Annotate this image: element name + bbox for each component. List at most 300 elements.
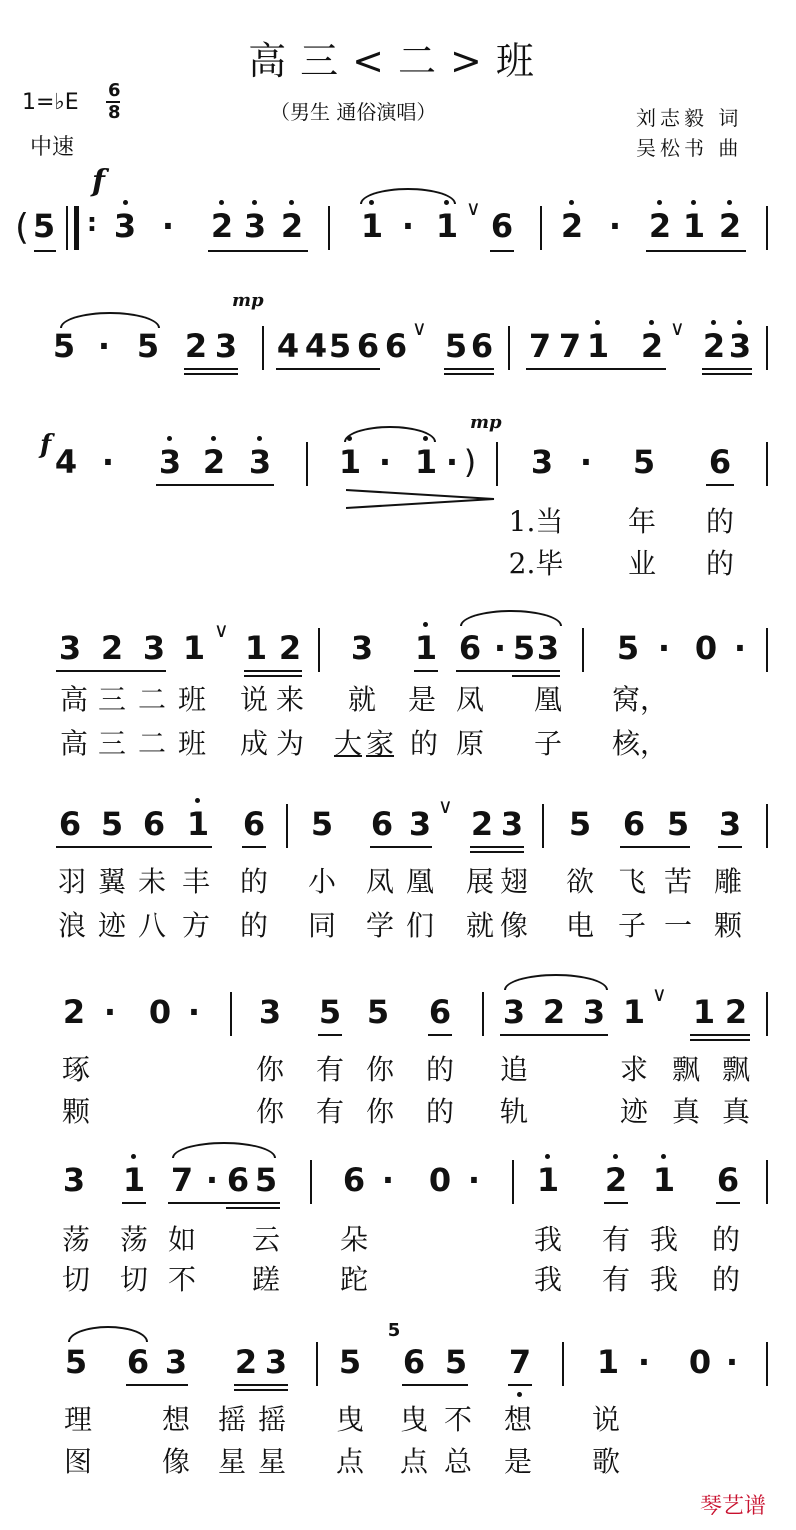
note: 6 (142, 805, 166, 843)
octave-dot (657, 200, 662, 205)
barline (766, 992, 768, 1036)
lyric-syllable: 高 (59, 683, 89, 716)
note: 6 (342, 1161, 366, 1199)
repeat-colon: : (86, 208, 98, 238)
note: 3 (530, 443, 554, 481)
note: 2 (278, 629, 302, 667)
note: 1 (186, 805, 210, 843)
note: 3 (142, 629, 166, 667)
lyric-syllable: 就 (465, 909, 495, 942)
dynamic-forte: f (40, 430, 52, 460)
watermark-logo: 琴艺谱 (699, 1494, 766, 1519)
lyric-syllable: 你 (365, 1053, 395, 1086)
barline (582, 628, 584, 672)
note: 6 (370, 805, 394, 843)
note: 5 (254, 1161, 278, 1199)
octave-dot (545, 1154, 550, 1159)
lyric-syllable: 业 (627, 547, 657, 580)
underline (428, 1034, 452, 1036)
note-dot: · (637, 1343, 651, 1381)
note-dot: · (381, 1161, 395, 1199)
lyric-syllable: 朵 (339, 1223, 369, 1256)
note: 3 (62, 1161, 86, 1199)
note: 5 (310, 805, 334, 843)
note-dot: · (733, 629, 747, 667)
underline (208, 250, 308, 252)
key-signature: 1=♭E (22, 90, 79, 115)
lyric-syllable: 点 (335, 1445, 365, 1478)
note: 4 (304, 327, 328, 365)
note-dot: · (161, 207, 175, 245)
octave-dot (131, 1154, 136, 1159)
note: 7 (528, 327, 552, 365)
note: 2 (280, 207, 304, 245)
lyric-syllable: 凤 (455, 683, 485, 716)
note: 3 (350, 629, 374, 667)
note-dot: · (657, 629, 671, 667)
lyric-syllable: 迹 (619, 1095, 649, 1128)
lyric-syllable: 班 (177, 727, 207, 760)
underline (456, 670, 560, 672)
barline (542, 804, 544, 848)
note: 2 (470, 805, 494, 843)
note-dot: · (467, 1161, 481, 1199)
underline (276, 368, 380, 370)
lyric-syllable: 飘 (671, 1053, 701, 1086)
note: 3 (502, 993, 526, 1031)
note: 2 (560, 207, 584, 245)
note: 0 (428, 1161, 452, 1199)
underline (646, 250, 746, 252)
dynamic-forte: f (92, 164, 105, 199)
lyric-syllable: 想 (503, 1403, 533, 1436)
lyric-syllable: 家 (365, 727, 395, 760)
tempo-marking: 中速 (30, 135, 75, 160)
octave-dot (369, 200, 374, 205)
lyric-syllable: 想 (161, 1403, 191, 1436)
underline (56, 846, 212, 848)
barline (286, 804, 288, 848)
lyric-syllable: 是 (407, 683, 437, 716)
octave-dot (123, 200, 128, 205)
lyric-syllable: 就 (347, 683, 377, 716)
lyric-syllable: 是 (503, 1445, 533, 1478)
note: 3 (214, 327, 238, 365)
lyric-syllable: 曳 (399, 1403, 429, 1436)
lyric-syllable: 一 (663, 909, 693, 942)
breath-mark: ∨ (670, 316, 685, 340)
underline (122, 1202, 146, 1204)
note: 5 (64, 1343, 88, 1381)
lyric-syllable: 像 (161, 1445, 191, 1478)
lyric-syllable: 凰 (533, 683, 563, 716)
note: 3 (113, 207, 137, 245)
note: 2 (724, 993, 748, 1031)
lyric-syllable: 翅 (499, 865, 529, 898)
note: 6 (58, 805, 82, 843)
paren-close: ) (463, 443, 477, 481)
octave-dot (444, 200, 449, 205)
note: 3 (408, 805, 432, 843)
note: 5 (338, 1343, 362, 1381)
octave-dot (711, 320, 716, 325)
time-signature-bottom: 8 (108, 102, 121, 123)
lyric-syllable: 飞 (617, 865, 647, 898)
underline (126, 1384, 188, 1386)
underline (620, 846, 690, 848)
octave-dot (195, 798, 200, 803)
octave-dot (219, 200, 224, 205)
note-dot: · (187, 993, 201, 1031)
barline (766, 326, 768, 370)
lyric-syllable: 切 (119, 1263, 149, 1296)
breath-mark: ∨ (652, 982, 667, 1006)
lyric-syllable: 迹 (97, 909, 127, 942)
lyric-syllable: 真 (671, 1095, 701, 1128)
lyric-syllable: 你 (255, 1095, 285, 1128)
barline (766, 206, 768, 250)
lyric-syllable: 点 (399, 1445, 429, 1478)
performance-note: （男生 通俗演唱） (270, 100, 437, 124)
note: 2 (702, 327, 726, 365)
lyric-syllable: 切 (61, 1263, 91, 1296)
note: 2 (100, 629, 124, 667)
underline (234, 1389, 288, 1391)
note: 1 (414, 629, 438, 667)
octave-dot (211, 436, 216, 441)
lyric-syllable: 我 (649, 1223, 679, 1256)
note: 1 (596, 1343, 620, 1381)
barline (766, 1342, 768, 1386)
breath-mark: ∨ (438, 794, 453, 818)
lyric-syllable: 我 (533, 1223, 563, 1256)
lyric-syllable: 凰 (405, 865, 435, 898)
note-dot: · (725, 1343, 739, 1381)
note-dot: · (205, 1161, 219, 1199)
note: 6 (428, 993, 452, 1031)
octave-dot (613, 1154, 618, 1159)
lyric-syllable: 们 (405, 909, 435, 942)
note: 3 (258, 993, 282, 1031)
note: 1 (652, 1161, 676, 1199)
lyric-syllable: 的 (239, 909, 269, 942)
note: 2 (202, 443, 226, 481)
lyric-syllable: 同 (307, 909, 337, 942)
note: 5 (568, 805, 592, 843)
barline (562, 1342, 564, 1386)
lyric-syllable: 有 (315, 1053, 345, 1086)
underline (444, 373, 494, 375)
note: 5 (366, 993, 390, 1031)
note: 5 (100, 805, 124, 843)
note: 6 (470, 327, 494, 365)
lyric-syllable: 你 (365, 1095, 395, 1128)
note: 0 (694, 629, 718, 667)
note: 1 (182, 629, 206, 667)
note: 3 (243, 207, 267, 245)
lyric-syllable: 苦 (663, 865, 693, 898)
lyric-syllable: 核， (611, 727, 669, 760)
note-dot: · (401, 207, 415, 245)
lyric-syllable: 凤 (365, 865, 395, 898)
lyric-syllable: 不 (443, 1403, 473, 1436)
underline (226, 1207, 280, 1209)
lyric-syllable: 的 (425, 1095, 455, 1128)
lyric-syllable: 星 (217, 1445, 247, 1478)
barline (262, 326, 264, 370)
octave-dot (661, 1154, 666, 1159)
underline (244, 675, 302, 677)
underline (414, 670, 438, 672)
note: 1 (586, 327, 610, 365)
note: 2 (184, 327, 208, 365)
note: 3 (728, 327, 752, 365)
note: 6 (716, 1161, 740, 1199)
octave-dot (289, 200, 294, 205)
octave-dot (691, 200, 696, 205)
barline (540, 206, 542, 250)
note: 2 (234, 1343, 258, 1381)
lyric-syllable: 我 (533, 1263, 563, 1296)
lyric-syllable: 的 (705, 547, 735, 580)
note: 6 (242, 805, 266, 843)
composer-credit: 吴松书 曲 (636, 136, 743, 160)
note: 1 (435, 207, 459, 245)
note: 1 (244, 629, 268, 667)
barline (482, 992, 484, 1036)
lyric-syllable: 方 (181, 909, 211, 942)
note: 3 (718, 805, 742, 843)
note: 1 (682, 207, 706, 245)
lyric-syllable: 星 (257, 1445, 287, 1478)
lyric-syllable: 子 (533, 727, 563, 760)
lyric-syllable: 为 (275, 727, 305, 760)
repeat-bar (74, 206, 79, 250)
underline (184, 373, 238, 375)
octave-dot (649, 320, 654, 325)
note-dot: · (101, 443, 115, 481)
underline (508, 1384, 532, 1386)
underline (184, 368, 238, 370)
lyric-syllable: 摇 (257, 1403, 287, 1436)
lyric-syllable: 有 (601, 1223, 631, 1256)
note: 6 (708, 443, 732, 481)
barline (66, 206, 68, 250)
lyric-syllable: 歌 (591, 1445, 621, 1478)
lyric-syllable: 总 (443, 1445, 473, 1478)
lyric-syllable: 的 (711, 1263, 741, 1296)
tie (172, 1142, 276, 1158)
note: 3 (58, 629, 82, 667)
tie (68, 1326, 148, 1342)
lyric-syllable: 云 (251, 1223, 281, 1256)
note: 2 (62, 993, 86, 1031)
underline (56, 670, 166, 672)
lyric-syllable: 颗 (61, 1095, 91, 1128)
note-dot: · (608, 207, 622, 245)
octave-dot (737, 320, 742, 325)
lyric-syllable: 说 (591, 1403, 621, 1436)
underline (470, 851, 524, 853)
octave-dot (595, 320, 600, 325)
lyric-syllable: 成 (239, 727, 269, 760)
note: 1 (692, 993, 716, 1031)
underline (718, 846, 742, 848)
octave-dot (569, 200, 574, 205)
lyric-syllable: 的 (425, 1053, 455, 1086)
lyric-syllable: 你 (255, 1053, 285, 1086)
lyric-syllable: 的 (239, 865, 269, 898)
barline (306, 442, 308, 486)
tie (60, 312, 160, 328)
lyric-syllable: 的 (409, 727, 439, 760)
lyric-syllable: 电 (565, 909, 595, 942)
lyric-syllable: 真 (721, 1095, 751, 1128)
octave-dot (347, 436, 352, 441)
tie (344, 426, 436, 442)
octave-dot (727, 200, 732, 205)
underline (156, 484, 274, 486)
note: 3 (164, 1343, 188, 1381)
lyric-syllable: 有 (601, 1263, 631, 1296)
barline (316, 1342, 318, 1386)
lyric-syllable: 小 (307, 865, 337, 898)
lyric-syllable: 雕 (713, 865, 743, 898)
octave-dot-low (517, 1392, 522, 1397)
lyric-syllable: 二 (137, 683, 167, 716)
note: 6 (126, 1343, 150, 1381)
lyric-syllable: 1.当 (508, 505, 564, 538)
note: 5 (52, 327, 76, 365)
note: 3 (536, 629, 560, 667)
lyric-syllable: 图 (63, 1445, 93, 1478)
lyric-syllable: 原 (455, 727, 485, 760)
note: 3 (500, 805, 524, 843)
lyric-syllable: 不 (167, 1263, 197, 1296)
note: 6 (384, 327, 408, 365)
underline (34, 250, 56, 252)
underline (690, 1039, 750, 1041)
lyric-syllable: 摇 (217, 1403, 247, 1436)
time-signature-top: 6 (108, 80, 121, 101)
lyric-syllable: 蹉 (251, 1263, 281, 1296)
note: 4 (54, 443, 78, 481)
note: 0 (148, 993, 172, 1031)
lyric-syllable: 琢 (61, 1053, 91, 1086)
octave-dot (423, 622, 428, 627)
note: 6 (226, 1161, 250, 1199)
note: 5 (32, 207, 56, 245)
lyric-syllable: 轨 (499, 1095, 529, 1128)
lyric-syllable: 翼 (97, 865, 127, 898)
note: 2 (604, 1161, 628, 1199)
lyric-syllable: 大 (333, 727, 363, 760)
note: 5 (444, 327, 468, 365)
barline (508, 326, 510, 370)
underline (402, 1384, 468, 1386)
lyric-syllable: 子 (617, 909, 647, 942)
note-dot: · (378, 443, 392, 481)
note: 7 (508, 1343, 532, 1381)
dynamic-mezzo-piano: mp (470, 412, 502, 433)
note: 2 (648, 207, 672, 245)
underline (702, 368, 752, 370)
lyric-syllable: 来 (275, 683, 305, 716)
lyric-syllable: 跎 (339, 1263, 369, 1296)
tie (360, 188, 456, 204)
barline (328, 206, 330, 250)
underline (490, 250, 514, 252)
lyric-syllable: 欲 (565, 865, 595, 898)
lyric-syllable: 丰 (181, 865, 211, 898)
note: 3 (582, 993, 606, 1031)
lyric-syllable: 颗 (713, 909, 743, 942)
lyric-syllable: 三 (97, 727, 127, 760)
note: 3 (158, 443, 182, 481)
note-dot: · (493, 629, 507, 667)
lyric-syllable: 像 (499, 909, 529, 942)
underline (702, 373, 752, 375)
note-dot: · (97, 327, 111, 365)
tie (504, 974, 608, 990)
barline (766, 442, 768, 486)
barline (230, 992, 232, 1036)
diminuendo-hairpin (346, 486, 496, 512)
lyric-syllable: 荡 (61, 1223, 91, 1256)
lyric-syllable: 羽 (57, 865, 87, 898)
lyric-syllable: 的 (705, 505, 735, 538)
underline (470, 846, 524, 848)
lyric-syllable: 飘 (721, 1053, 751, 1086)
lyric-syllable: 曳 (335, 1403, 365, 1436)
underline (168, 1202, 280, 1204)
lyric-syllable: 三 (97, 683, 127, 716)
lyric-syllable: 的 (711, 1223, 741, 1256)
lyric-syllable: 荡 (119, 1223, 149, 1256)
note: 1 (360, 207, 384, 245)
lyric-syllable: 展 (465, 865, 495, 898)
underline (690, 1034, 750, 1036)
barline (512, 1160, 514, 1204)
octave-dot (423, 436, 428, 441)
note: 2 (640, 327, 664, 365)
note: 3 (264, 1343, 288, 1381)
lyric-syllable: 有 (315, 1095, 345, 1128)
lyric-syllable: 说 (239, 683, 269, 716)
note: 5 (328, 327, 352, 365)
underline (526, 368, 666, 370)
underline (318, 1034, 342, 1036)
barline (766, 1160, 768, 1204)
lyric-syllable: 理 (63, 1403, 93, 1436)
note: 2 (210, 207, 234, 245)
barline (766, 804, 768, 848)
octave-dot (257, 436, 262, 441)
underline (234, 1384, 288, 1386)
page-title: 高三<二>班 (248, 39, 548, 83)
underline (512, 675, 560, 677)
underline (444, 368, 494, 370)
note: 7 (558, 327, 582, 365)
note: 2 (718, 207, 742, 245)
note: 5 (512, 629, 536, 667)
tie (460, 610, 562, 626)
lyric-syllable: 求 (619, 1053, 649, 1086)
note: 1 (122, 1161, 146, 1199)
dynamic-mezzo-piano: mp (232, 290, 264, 311)
lyric-syllable: 未 (137, 865, 167, 898)
note: 5 (632, 443, 656, 481)
